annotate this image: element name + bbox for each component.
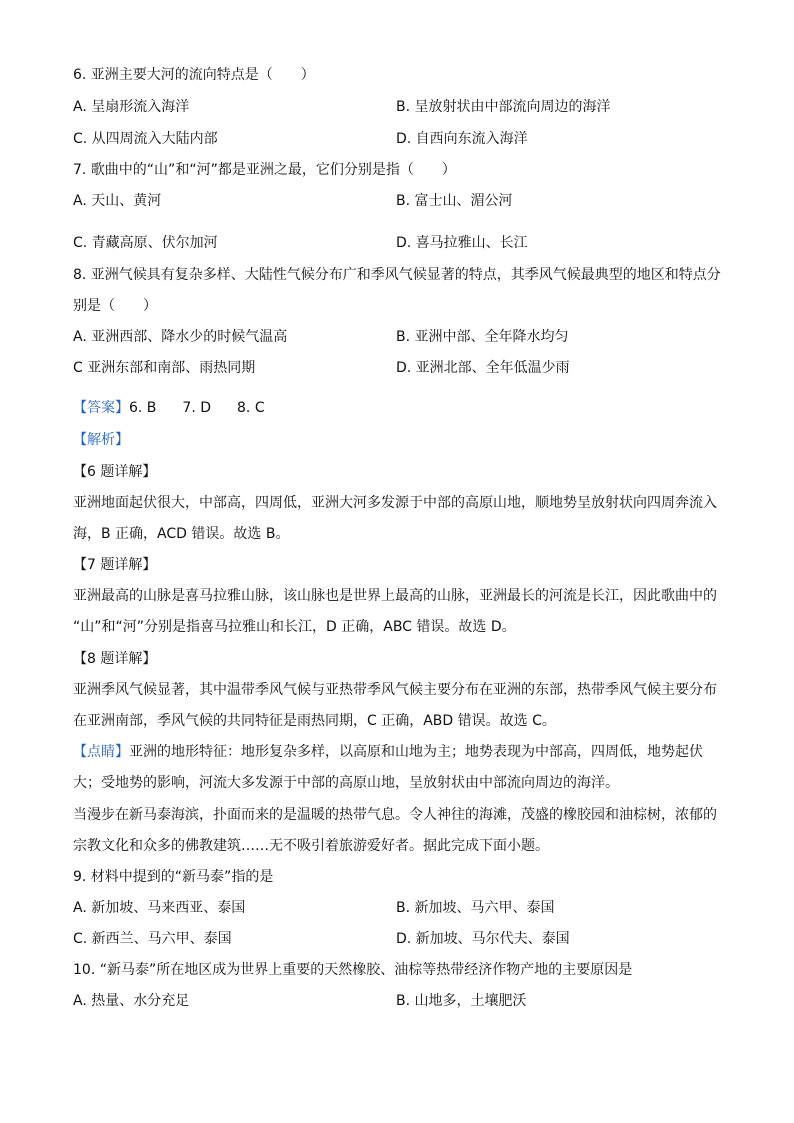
detail-6-line-1: 亚洲地面起伏很大，中部高，四周低，亚洲大河多发源于中部的高原山地，顺地势呈放射状向四周奔流入 [73, 495, 717, 511]
question-7-option-c: C. 青藏高原、伏尔加河 [73, 235, 218, 251]
question-9-option-a: A. 新加坡、马来西亚、泰国 [73, 900, 246, 916]
question-9-option-d: D. 新加坡、马尔代夫、泰国 [396, 931, 570, 947]
question-7-option-d: D. 喜马拉雅山、长江 [396, 235, 528, 251]
detail-7-label: 【7 题详解】 [73, 557, 157, 573]
dianjing-label: 【点睛】 [73, 744, 129, 760]
detail-8-line-2: 在亚洲南部，季风气候的共同特征是雨热同期，C 正确，ABD 错误。故选 C。 [73, 713, 556, 729]
question-6-option-b: B. 呈放射状由中部流向周边的海洋 [396, 99, 611, 115]
question-10-option-b: B. 山地多，土壤肥沃 [396, 993, 527, 1009]
material-line-2: 宗教文化和众多的佛教建筑……无不吸引着旅游爱好者。据此完成下面小题。 [73, 838, 549, 854]
question-7-option-a: A. 天山、黄河 [73, 193, 162, 209]
question-6-option-c: C. 从四周流入大陆内部 [73, 131, 218, 147]
detail-8-line-1: 亚洲季风气候显著，其中温带季风气候与亚热带季风气候主要分布在亚洲的东部，热带季风气候主要分布 [73, 682, 717, 698]
question-9-stem: 9. 材料中提到的“新马泰”指的是 [73, 869, 274, 885]
detail-6-line-2: 海，B 正确，ACD 错误。故选 B。 [73, 526, 290, 542]
answer-7: 7. D [182, 400, 212, 416]
question-6-option-d: D. 自西向东流入海洋 [396, 131, 528, 147]
dianjing-line-1 [73, 741, 703, 763]
question-7-option-b: B. 富士山、湄公河 [396, 193, 513, 209]
material-line-1: 当漫步在新马泰海滨，扑面而来的是温暖的热带气息。令人神往的海滩，茂盛的橡胶园和油棕树，浓郁的 [73, 807, 717, 823]
detail-6-label: 【6 题详解】 [73, 464, 157, 480]
question-8-option-c: C 亚洲东部和南部、雨热同期 [73, 360, 256, 376]
question-8-stem-line-1: 8. 亚洲气候具有复杂多样、大陆性气候分布广和季风气候显著的特点，其季风气候最典型的地区和特点分 [73, 267, 721, 283]
dianjing-text-1: 亚洲的地形特征：地形复杂多样，以高原和山地为主；地势表现为中部高，四周低，地势起伏 [129, 744, 703, 760]
answer-line [73, 397, 265, 419]
question-6-stem: 6. 亚洲主要大河的流向特点是（ ） [73, 67, 315, 83]
question-8-option-d: D. 亚洲北部、全年低温少雨 [396, 360, 570, 376]
question-9-option-c: C. 新西兰、马六甲、泰国 [73, 931, 232, 947]
answer-label: 【答案】 [73, 400, 129, 416]
answer-6: 6. B [129, 400, 157, 416]
detail-7-line-2: “山”和“河”分别是指喜马拉雅山和长江，D 正确，ABC 错误。故选 D。 [73, 619, 516, 635]
question-10-stem: 10. “新马泰”所在地区成为世界上重要的天然橡胶、油棕等热带经济作物产地的主要原因是 [73, 962, 633, 978]
question-8-stem-line-2: 别是（ ） [73, 298, 157, 314]
question-8-option-b: B. 亚洲中部、全年降水均匀 [396, 329, 569, 345]
dianjing-line-2: 大；受地势的影响，河流大多发源于中部的高原山地，呈放射状由中部流向周边的海洋。 [73, 775, 619, 791]
answer-8: 8. C [237, 400, 265, 416]
question-6-option-a: A. 呈扇形流入海洋 [73, 99, 190, 115]
question-9-option-b: B. 新加坡、马六甲、泰国 [396, 900, 555, 916]
detail-8-label: 【8 题详解】 [73, 651, 157, 667]
analysis-label: 【解析】 [73, 432, 129, 448]
detail-7-line-1: 亚洲最高的山脉是喜马拉雅山脉，该山脉也是世界上最高的山脉，亚洲最长的河流是长江，因此歌曲中的 [73, 588, 717, 604]
question-10-option-a: A. 热量、水分充足 [73, 993, 190, 1009]
question-7-stem: 7. 歌曲中的“山”和“河”都是亚洲之最，它们分别是指（ ） [73, 162, 456, 178]
question-8-option-a: A. 亚洲西部、降水少的时候气温高 [73, 329, 288, 345]
